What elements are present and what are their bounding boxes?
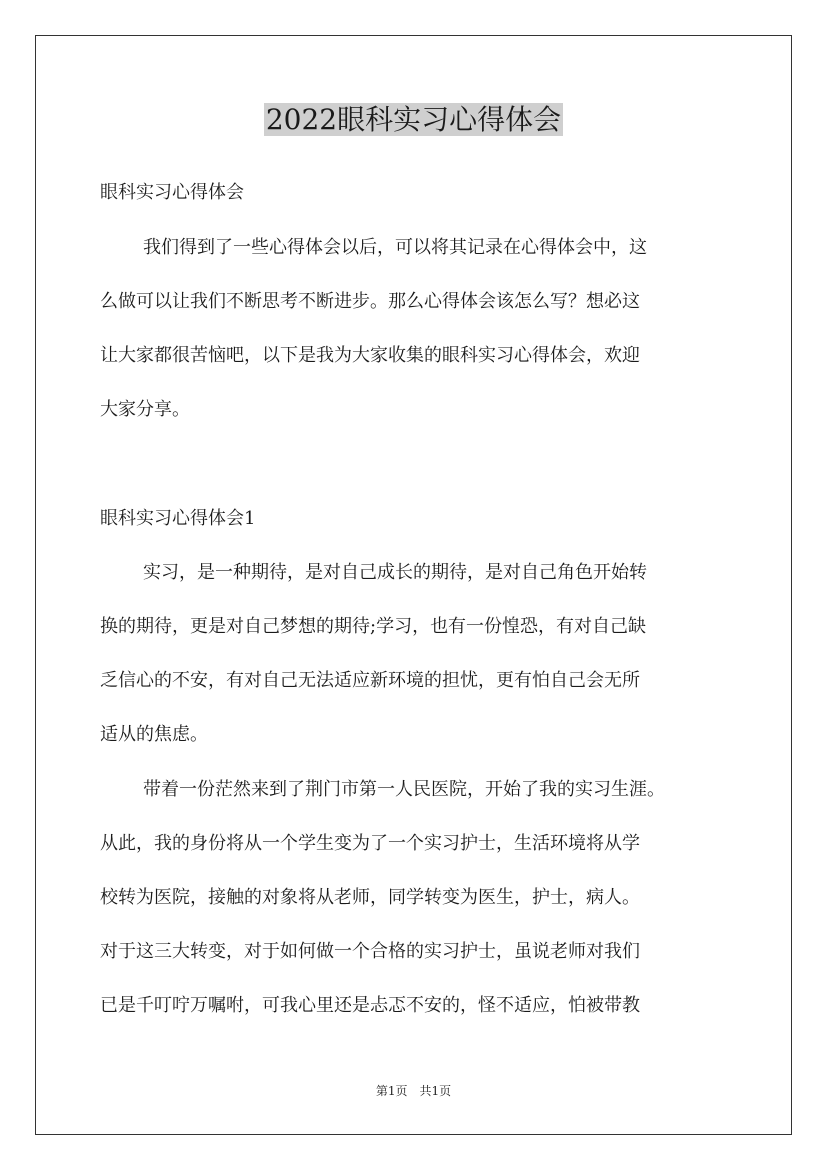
paragraph-line: 大家分享。 (100, 399, 190, 420)
paragraph-line: 对于这三大转变，对于如何做一个合格的实习护士，虽说老师对我们 (100, 941, 640, 962)
document-title (0, 100, 827, 140)
paragraph-line: 换的期待，更是对自己梦想的期待;学习，也有一份惶恐，有对自己缺 (100, 616, 647, 637)
document-title-text: 2022眼科实习心得体会 (265, 103, 562, 136)
paragraph-line: 已是千叮咛万嘱咐，可我心里还是忐忑不安的，怪不适应，怕被带教 (100, 995, 640, 1016)
paragraph-line: 带着一份茫然来到了荆门市第一人民医院，开始了我的实习生涯。 (143, 779, 665, 800)
section-heading: 眼科实习心得体会 (100, 182, 244, 203)
section-heading: 眼科实习心得体会1 (100, 508, 256, 529)
paragraph-line: 么做可以让我们不断思考不断进步。那么心得体会该怎么写？想必这 (100, 291, 640, 312)
paragraph-line: 实习，是一种期待，是对自己成长的期待，是对自己角色开始转 (143, 562, 647, 583)
paragraph-line: 让大家都很苦恼吧，以下是我为大家收集的眼科实习心得体会，欢迎 (100, 345, 640, 366)
paragraph-line: 适从的焦虑。 (100, 724, 208, 745)
paragraph-line: 校转为医院，接触的对象将从老师，同学转变为医生，护士，病人。 (100, 887, 640, 908)
page-footer: 第1页 共1页 (375, 1084, 452, 1098)
paragraph-line: 从此，我的身份将从一个学生变为了一个实习护士，生活环境将从学 (100, 833, 640, 854)
paragraph-line: 我们得到了一些心得体会以后，可以将其记录在心得体会中，这 (143, 237, 647, 258)
paragraph-line: 乏信心的不安，有对自己无法适应新环境的担忧，更有怕自己会无所 (100, 670, 640, 691)
